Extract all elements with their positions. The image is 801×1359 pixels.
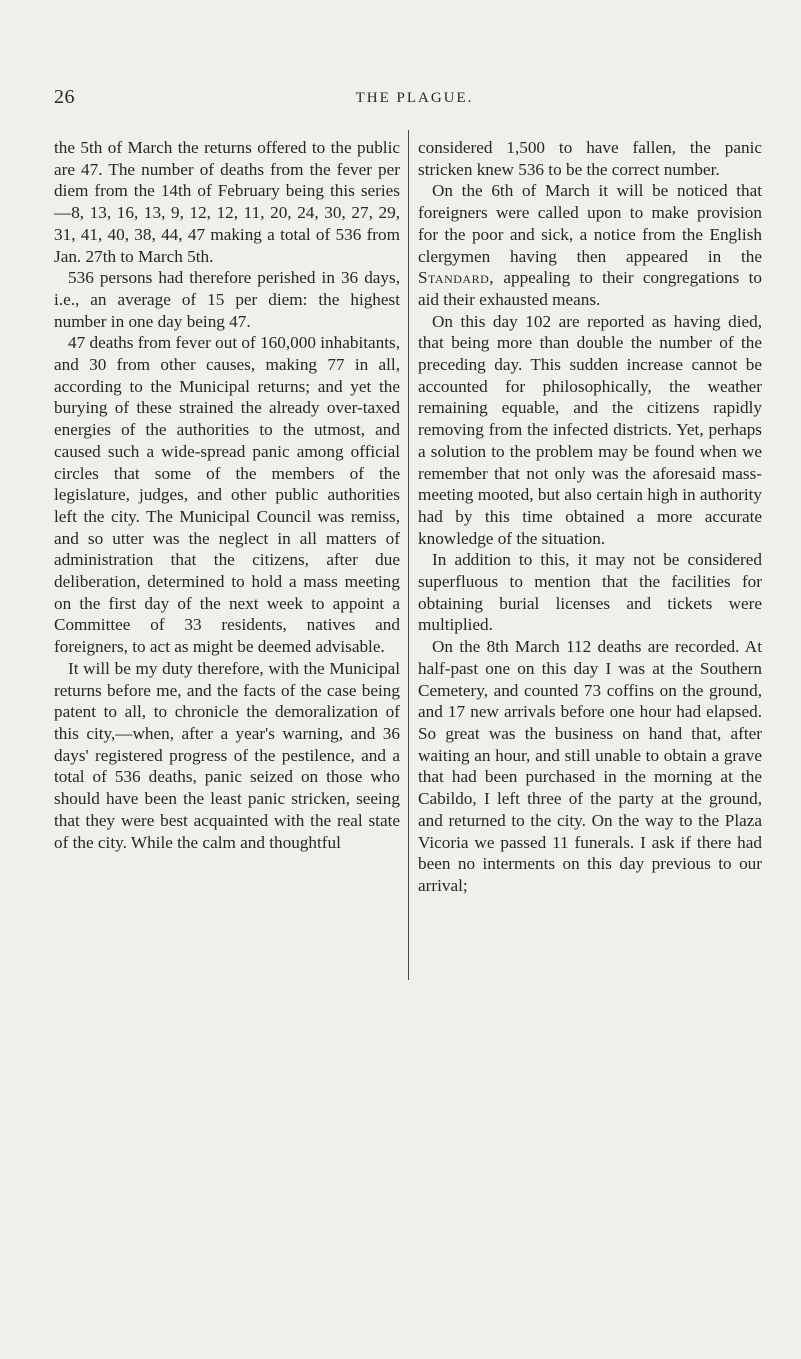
paragraph-text: On the 6th of March it will be noticed that foreigners were called upon to make provision for the poor and sick, a notice from the English clergymen having then appeared in the [418,181,762,266]
left-column [54,137,400,853]
running-title: THE PLAGUE. [355,90,474,106]
paragraph-text: appealing to their congregations to aid their exhausted means. [418,268,762,309]
paragraph: On this day 102 are reported as having died, that being more than double the number of the preceding day. This sudden increase cannot be accounted for philosophically, the weather remaining equable, and the citizens rapidly removing from the infected districts. Yet, perhaps a solution to the problem may be found when we remember that not only was the aforesaid mass-meeting mooted, but also certain high in authority had by this time obtained a more accurate knowledge of the situation. [418,311,762,548]
paragraph: the 5th of March the returns offered to the public are 47. The number of deaths from the fever per diem from the 14th of February being this series—8, 13, 16, 13, 9, 12, 12, 11, 20, 24, 30, 27, 29, 31, 41, 40, 38, 44, 47 making a total of 536 from Jan. 27th to March 5th. [54,138,400,266]
paragraph: In addition to this, it may not be considered superfluous to mention that the facilities for obtaining burial licenses and tickets were multiplied. [418,550,762,635]
paragraph: 536 persons had therefore perished in 36 days, i.e., an average of 15 per diem: the highest number in one day being 47. [54,268,400,331]
paragraph: 47 deaths from fever out of 160,000 inhabitants, and 30 from other causes, making 77 in all, according to the Municipal returns; and yet the burying of these strained the already over-taxed energies of the authorities to the utmost, and caused such a wide-spread panic among official circles that some of the members of the legislature, judges, and other public authorities left the city. The Municipal Council was remiss, and so utter was the neglect in all matters of administration that the citizens, after due deliberation, determined to hold a mass meeting on the first day of the next week to appoint a Committee of 33 residents, natives and foreigners, to act as might be deemed advisable. [54,333,400,657]
paragraph [418,180,762,310]
page-number: 26 [54,86,75,108]
paragraph: On the 8th March 112 deaths are recorded. At half-past one on this day I was at the Southern Cemetery, and counted 73 coffins on the ground, and 17 new arrivals before one hour had elapsed. So great was the business on hand that, after waiting an hour, and still unable to obtain a grave that had been purchased in the morning at the Cabildo, I left three of the party at the ground, and returned to the city. On the way to the Plaza Vicoria we passed 11 funerals. I ask if there had been no interments on this day previous to our arrival; [418,637,762,895]
paragraph: considered 1,500 to have fallen, the panic stricken knew 536 to be the correct number. [418,138,762,179]
newspaper-name: Standard, [418,268,495,288]
paragraph: It will be my duty therefore, with the Municipal returns before me, and the facts of the case being patent to all, to chronicle the demoralization of this city,—when, after a year's warning, and 36 days' registered progress of the pestilence, and a total of 536 deaths, panic seized on those who should have been the least panic stricken, seeing that they were best acquainted with the real state of the city. While the calm and thoughtful [54,658,400,852]
right-column [418,137,762,897]
column-divider [408,130,409,980]
